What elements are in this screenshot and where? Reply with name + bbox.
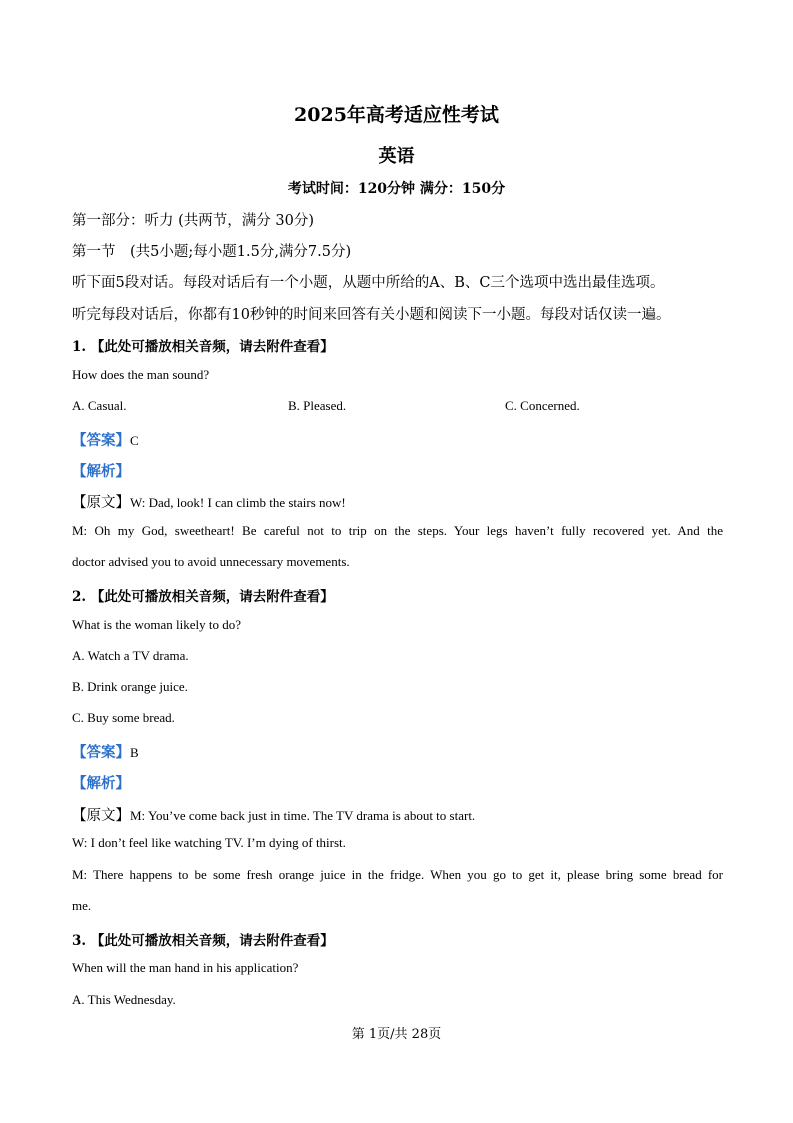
page-footer: 第 1页/共 28页: [351, 1027, 442, 1042]
question-1-transcript-line-2: M: Oh my God, sweetheart! Be careful not to trip on the steps. Your legs haven’t fully recovered yet. And the: [72, 523, 723, 538]
question-2-answer: [72, 741, 139, 762]
answer-label: 【答案】: [72, 432, 130, 449]
question-2-option-a: A. Watch a TV drama.: [72, 648, 189, 663]
question-3-option-a: A. This Wednesday.: [72, 992, 176, 1007]
question-1-option-a: A. Casual.: [72, 398, 127, 413]
question-1-number: 1. 【此处可播放相关音频，请去附件查看】: [72, 339, 334, 355]
question-1-text: How does the man sound?: [72, 367, 210, 382]
section1-heading: 第一节 (共5小题;每小题1.5分,满分7.5分): [72, 244, 352, 260]
answer-value: B: [130, 745, 139, 760]
answer-value: C: [130, 433, 139, 448]
question-2-number: 2. 【此处可播放相关音频，请去附件查看】: [72, 589, 334, 605]
subject-title: 英语: [378, 146, 415, 167]
answer-label: 【答案】: [72, 744, 130, 761]
question-2-transcript-line-4: me.: [72, 898, 92, 913]
question-1-answer: [72, 429, 139, 450]
question-3-number: 3. 【此处可播放相关音频，请去附件查看】: [72, 933, 334, 949]
transcript-label: 【原文】: [72, 495, 130, 511]
question-2-transcript-line-3: M: There happens to be some fresh orange juice in the fridge. When you go to get it, please bring some bread for: [72, 867, 723, 882]
instructions-line-2: 听完每段对话后，你都有10秒钟的时间来回答有关小题和阅读下一小题。每段对话仅读一遍。: [72, 307, 671, 323]
question-2-transcript-line-1: [72, 804, 475, 825]
exam-title: 2025年高考适应性考试: [294, 104, 499, 126]
transcript-label: 【原文】: [72, 808, 130, 824]
question-1-option-c: C. Concerned.: [505, 398, 580, 413]
question-2-transcript-line-2: W: I don’t feel like watching TV. I’m dying of thirst.: [72, 835, 346, 850]
question-2-option-b: B. Drink orange juice.: [72, 679, 188, 694]
question-1-transcript-line-1: [72, 491, 346, 512]
transcript-text: M: You’ve come back just in time. The TV drama is about to start.: [130, 808, 476, 823]
transcript-text: W: Dad, look! I can climb the stairs now!: [130, 495, 346, 510]
question-1-option-b: B. Pleased.: [288, 398, 347, 413]
question-2-analysis-label: 【解析】: [72, 775, 130, 792]
question-2-option-c: C. Buy some bread.: [72, 710, 175, 725]
part1-heading: 第一部分：听力 (共两节，满分 30分): [72, 213, 314, 229]
question-1-transcript-line-3: doctor advised you to avoid unnecessary movements.: [72, 554, 350, 569]
question-3-text: When will the man hand in his application?: [72, 960, 299, 975]
question-2-text: What is the woman likely to do?: [72, 617, 241, 632]
question-1-analysis-label: 【解析】: [72, 463, 130, 480]
exam-info: 考试时间：120分钟 满分：150分: [287, 181, 506, 197]
instructions-line-1: 听下面5段对话。每段对话后有一个小题，从题中所给的A、B、C三个选项中选出最佳选项。: [72, 275, 665, 291]
